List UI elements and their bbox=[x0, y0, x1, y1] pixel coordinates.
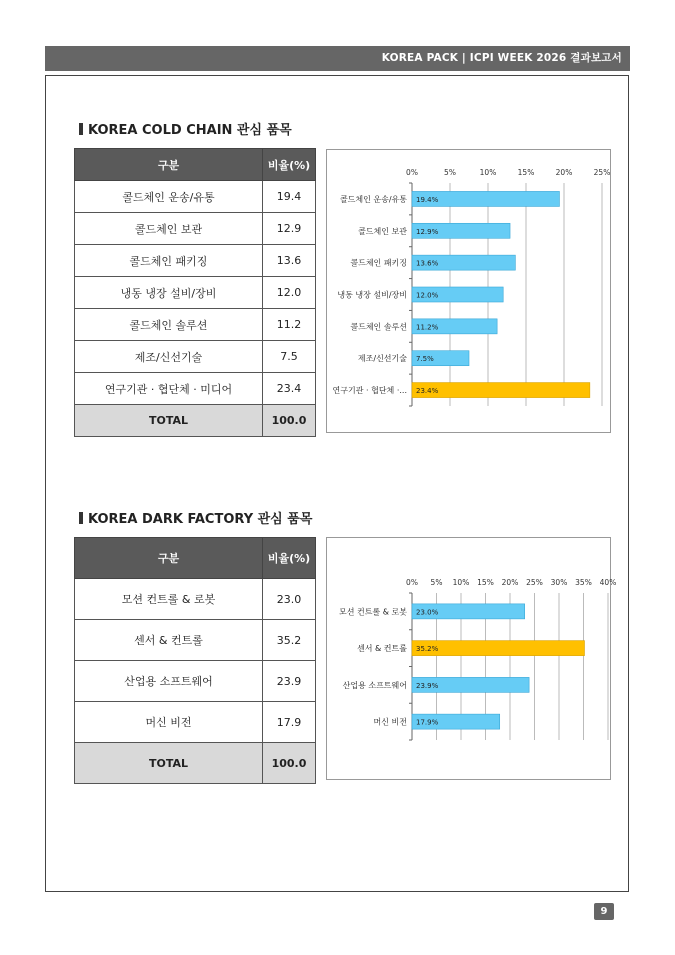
x-tick-label: 0% bbox=[406, 168, 418, 177]
x-tick-label: 10% bbox=[479, 168, 497, 177]
row-label: 머신 비전 bbox=[75, 702, 263, 743]
category-label: 센서 & 컨트롤 bbox=[357, 644, 407, 654]
category-label: 콜드체인 운송/유통 bbox=[339, 194, 407, 204]
category-label: 콜드체인 보관 bbox=[358, 226, 407, 236]
data-label: 13.6% bbox=[416, 259, 439, 268]
bar bbox=[412, 383, 590, 398]
data-label: 19.4% bbox=[416, 195, 439, 204]
table-header-ratio: 비율(%) bbox=[263, 149, 316, 181]
x-tick-label: 0% bbox=[406, 578, 418, 587]
row-value: 12.0 bbox=[263, 277, 316, 309]
table-row bbox=[75, 702, 316, 743]
row-value: 35.2 bbox=[263, 620, 316, 661]
row-label: 콜드체인 보관 bbox=[75, 213, 263, 245]
data-label: 12.0% bbox=[416, 291, 439, 300]
row-label: 연구기관 · 협단체 · 미디어 bbox=[75, 373, 263, 405]
section-title-dark-factory bbox=[79, 508, 312, 527]
row-label: 콜드체인 솔루션 bbox=[75, 309, 263, 341]
x-tick-label: 10% bbox=[452, 578, 470, 587]
x-tick-label: 15% bbox=[517, 168, 535, 177]
report-title: KOREA PACK | ICPI WEEK 2026 결과보고서 bbox=[381, 52, 622, 64]
table-row bbox=[75, 661, 316, 702]
row-value: 19.4 bbox=[263, 181, 316, 213]
category-label: 산업용 소프트웨어 bbox=[342, 680, 407, 690]
data-label: 17.9% bbox=[416, 718, 439, 727]
table-row bbox=[75, 213, 316, 245]
x-tick-label: 35% bbox=[575, 578, 592, 587]
row-value: 13.6 bbox=[263, 245, 316, 277]
table-row bbox=[75, 309, 316, 341]
section-marker-icon bbox=[79, 512, 83, 524]
row-value: 11.2 bbox=[263, 309, 316, 341]
cold-chain-table bbox=[74, 148, 316, 437]
x-tick-label: 5% bbox=[430, 578, 443, 587]
category-label: 제조/신선기술 bbox=[357, 354, 407, 364]
table-row bbox=[75, 620, 316, 661]
data-label: 12.9% bbox=[416, 227, 439, 236]
total-label: TOTAL bbox=[75, 405, 263, 437]
table-row bbox=[75, 277, 316, 309]
x-tick-label: 25% bbox=[593, 168, 611, 177]
section-title-text: KOREA COLD CHAIN 관심 품목 bbox=[88, 123, 292, 138]
total-value: 100.0 bbox=[263, 405, 316, 437]
category-label: 모션 컨트롤 & 로봇 bbox=[339, 607, 407, 617]
dark-factory-table bbox=[74, 537, 316, 784]
x-tick-label: 20% bbox=[501, 578, 519, 587]
row-label: 콜드체인 운송/유통 bbox=[75, 181, 263, 213]
category-label: 콜드체인 솔루션 bbox=[350, 322, 407, 332]
row-label: 모션 컨트롤 & 로봇 bbox=[75, 579, 263, 620]
dark-factory-chart bbox=[326, 537, 617, 780]
row-label: 콜드체인 패키징 bbox=[75, 245, 263, 277]
row-label: 냉동 냉장 설비/장비 bbox=[75, 277, 263, 309]
row-value: 23.4 bbox=[263, 373, 316, 405]
page-number: 9 bbox=[594, 903, 614, 920]
row-value: 12.9 bbox=[263, 213, 316, 245]
cold-chain-bar-chart bbox=[327, 150, 610, 432]
table-header-category: 구분 bbox=[75, 538, 263, 579]
row-value: 17.9 bbox=[263, 702, 316, 743]
table-row bbox=[75, 341, 316, 373]
x-tick-label: 20% bbox=[555, 168, 573, 177]
row-label: 제조/신선기술 bbox=[75, 341, 263, 373]
row-label: 센서 & 컨트롤 bbox=[75, 620, 263, 661]
data-label: 23.4% bbox=[416, 387, 439, 396]
data-label: 7.5% bbox=[416, 355, 434, 364]
row-value: 23.9 bbox=[263, 661, 316, 702]
table-header-category: 구분 bbox=[75, 149, 263, 181]
cold-chain-chart bbox=[326, 149, 611, 433]
data-label: 35.2% bbox=[416, 645, 439, 654]
table-row bbox=[75, 245, 316, 277]
category-label: 연구기관 · 협단체 ·... bbox=[332, 386, 407, 396]
header-bar bbox=[45, 46, 630, 71]
row-value: 23.0 bbox=[263, 579, 316, 620]
x-tick-label: 5% bbox=[444, 168, 456, 177]
data-label: 23.9% bbox=[416, 681, 439, 690]
section-title-cold-chain bbox=[79, 119, 292, 138]
category-label: 냉동 냉장 설비/장비 bbox=[337, 290, 407, 300]
section-title-text: KOREA DARK FACTORY 관심 품목 bbox=[88, 512, 313, 527]
table-total-row bbox=[75, 405, 316, 437]
table-row bbox=[75, 181, 316, 213]
x-tick-label: 40% bbox=[599, 578, 617, 587]
table-header-ratio: 비율(%) bbox=[263, 538, 316, 579]
data-label: 11.2% bbox=[416, 323, 439, 332]
data-label: 23.0% bbox=[416, 608, 439, 617]
x-tick-label: 30% bbox=[550, 578, 568, 587]
table-total-row bbox=[75, 743, 316, 784]
dark-factory-bar-chart bbox=[327, 538, 617, 779]
x-tick-label: 15% bbox=[477, 578, 494, 587]
row-value: 7.5 bbox=[263, 341, 316, 373]
row-label: 산업용 소프트웨어 bbox=[75, 661, 263, 702]
x-tick-label: 25% bbox=[526, 578, 543, 587]
total-value: 100.0 bbox=[263, 743, 316, 784]
category-label: 콜드체인 패키징 bbox=[350, 258, 407, 268]
table-row bbox=[75, 579, 316, 620]
category-label: 머신 비전 bbox=[373, 717, 407, 727]
table-row bbox=[75, 373, 316, 405]
total-label: TOTAL bbox=[75, 743, 263, 784]
section-marker-icon bbox=[79, 123, 83, 135]
